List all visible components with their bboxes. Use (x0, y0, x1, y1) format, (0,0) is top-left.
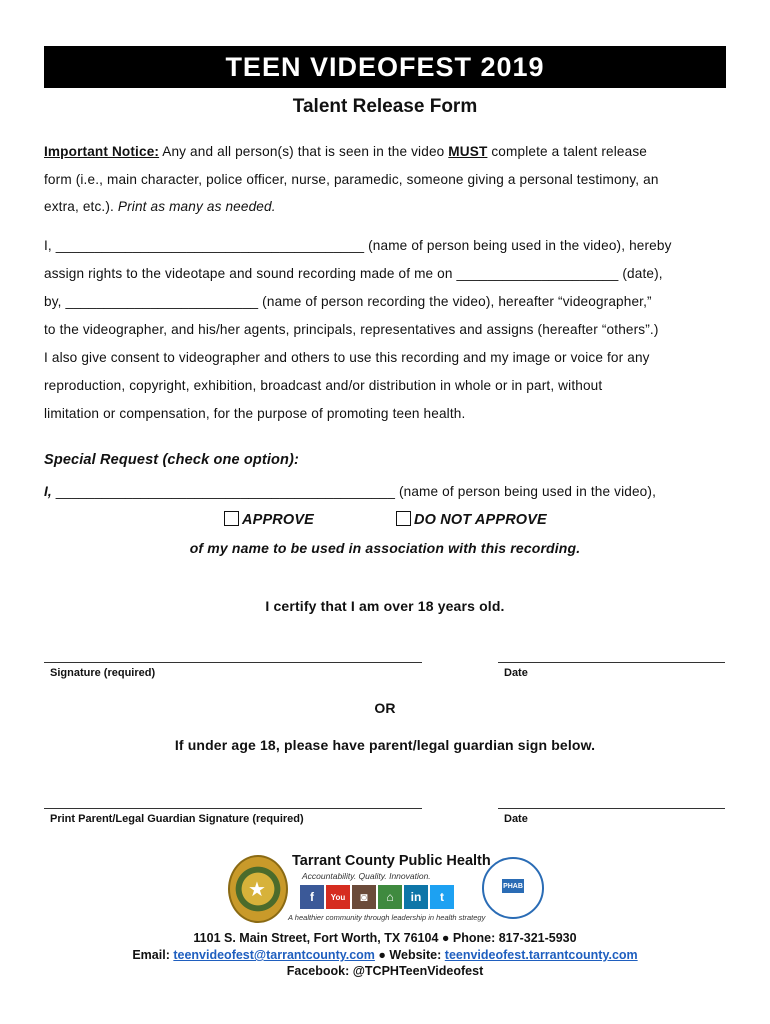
form-subtitle: Talent Release Form (292, 96, 478, 117)
email-link[interactable]: teenvideofest@tarrantcounty.com (173, 948, 375, 962)
instagram-icon: ◙ (352, 885, 376, 909)
notice-line-3a: extra, etc.). (44, 199, 118, 214)
special-name-blank: ____________________________________________ (name of person being used in the video), (55, 484, 656, 499)
guardian-signature-line[interactable] (44, 808, 422, 809)
consent-line-7: limitation or compensation, for the purpose of promoting teen health. (44, 406, 466, 421)
consent-line-4: to the videographer, and his/her agents, principals, representatives and assigns (hereafter “others”.) (44, 322, 659, 337)
phab-badge: PHAB (502, 879, 524, 893)
home-icon: ⌂ (378, 885, 402, 909)
website-label: ● Website: (374, 948, 445, 962)
star-icon: ★ (248, 879, 266, 901)
county-seal-icon (228, 855, 288, 923)
twitter-icon: t (430, 885, 454, 909)
approve-option[interactable] (224, 511, 374, 528)
org-tagline: Accountability. Quality. Innovation. (302, 871, 431, 881)
print-note: Print as many as needed. (117, 199, 276, 214)
consent-line-5: I also give consent to videographer and others to use this recording and my image or voice for any (44, 350, 650, 365)
signature-line[interactable] (44, 662, 422, 663)
not-approve-label: DO NOT APPROVE (414, 512, 547, 528)
facebook-icon: f (300, 885, 324, 909)
association-text: of my name to be used in association with this recording. (189, 540, 581, 556)
footer-contact (0, 948, 770, 962)
footer-address: 1101 S. Main Street, Fort Worth, TX 76104 ● Phone: 817-321-5930 (193, 931, 577, 945)
consent-line-2[interactable]: assign rights to the videotape and sound recording made of me on _____________________ (date), (44, 266, 663, 281)
footer-facebook: Facebook: @TCPHTeenVideofest (286, 964, 484, 978)
notice-label: Important Notice: (44, 144, 160, 159)
form-title: TEEN VIDEOFEST 2019 (225, 51, 545, 82)
under-18-instruction: If under age 18, please have parent/legal guardian sign below. (174, 737, 596, 753)
consent-line-3[interactable]: by, _________________________ (name of person recording the video), hereafter “videographer,” (44, 294, 652, 309)
certify-statement: I certify that I am over 18 years old. (265, 598, 505, 614)
email-label: Email: (132, 948, 174, 962)
guardian-signature-label: Print Parent/Legal Guardian Signature (required) (50, 813, 304, 825)
special-request-heading: Special Request (check one option): (44, 452, 300, 468)
youtube-icon: You (326, 885, 350, 909)
approve-label: APPROVE (242, 512, 314, 528)
tcph-logo (228, 853, 548, 923)
guardian-date-label: Date (504, 813, 528, 825)
notice-text-2: complete a talent release (487, 144, 647, 159)
signature-label: Signature (required) (50, 667, 156, 679)
notice-text-1: Any and all person(s) that is seen in the video (159, 144, 449, 159)
not-approve-checkbox[interactable] (396, 511, 411, 526)
special-name-prefix: I, (44, 484, 56, 499)
linkedin-icon: in (404, 885, 428, 909)
approve-checkbox[interactable] (224, 511, 239, 526)
special-name-line[interactable] (44, 484, 734, 499)
date-line[interactable] (498, 662, 725, 663)
org-mission: A healthier community through leadership in health strategy (288, 913, 486, 922)
date-label: Date (504, 667, 528, 679)
phab-accreditation-icon (482, 857, 544, 919)
notice-line-2: form (i.e., main character, police officer, nurse, paramedic, someone giving a personal testimony, an (44, 172, 659, 187)
guardian-date-line[interactable] (498, 808, 725, 809)
org-name: Tarrant County Public Health (292, 853, 491, 869)
notice-must: MUST (448, 144, 488, 159)
website-link[interactable]: teenvideofest.tarrantcounty.com (444, 948, 638, 962)
social-icons (300, 885, 454, 909)
not-approve-option[interactable] (396, 511, 596, 528)
or-separator: OR (374, 700, 396, 716)
consent-line-6: reproduction, copyright, exhibition, broadcast and/or distribution in whole or in part, without (44, 378, 603, 393)
notice-line-1 (44, 144, 734, 159)
form-title-banner (44, 46, 726, 88)
consent-line-1[interactable]: I, ________________________________________ (name of person being used in the video), hereby (44, 238, 672, 253)
notice-line-3 (44, 199, 734, 214)
